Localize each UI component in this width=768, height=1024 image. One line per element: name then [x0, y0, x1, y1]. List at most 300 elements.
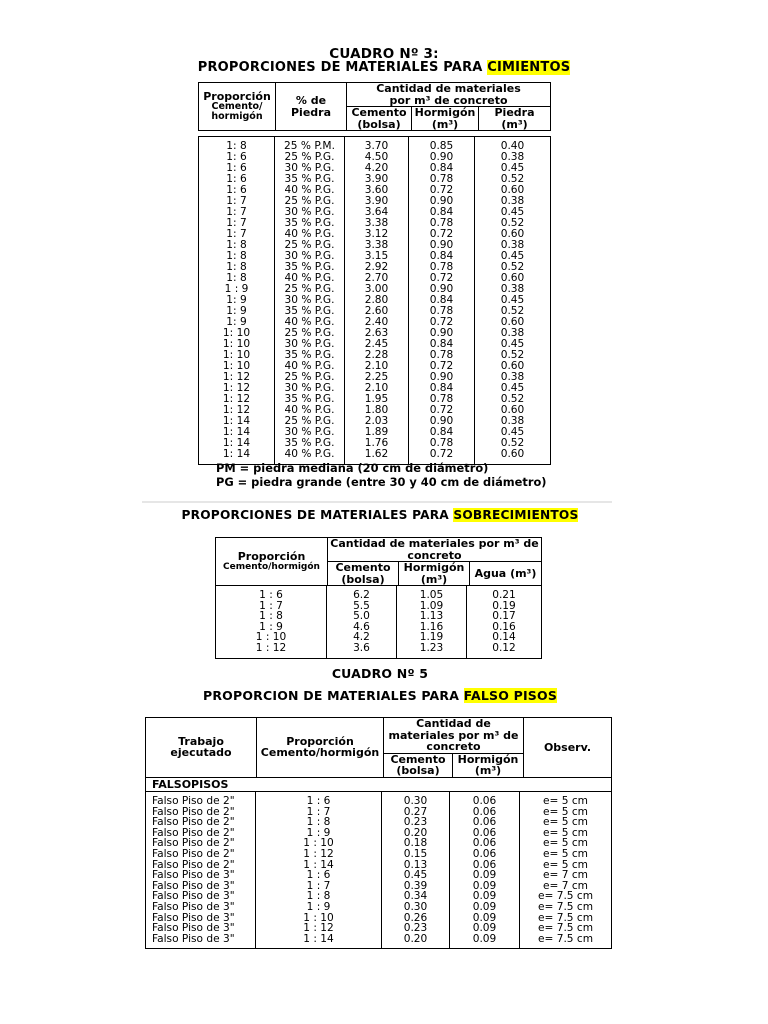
cuadro5-cell-trabajo: Falso Piso de 2" — [152, 837, 235, 850]
cuadro5-pad-cell — [450, 944, 520, 949]
cuadro5-title: CUADRO Nº 5 — [331, 666, 429, 681]
cuadro3-cell-hormigon: 0.72 — [409, 361, 475, 372]
cuadro5-cell-cemento: 0.27 — [382, 807, 450, 818]
cuadro3-cell-hormigon: 0.78 — [409, 438, 475, 449]
cuadro3-cell-piedra-pct: 40 % P.G. — [275, 229, 345, 240]
table-row — [199, 449, 551, 460]
cuadro3-cell-piedra-pct: 25 % P.G. — [275, 416, 345, 427]
cuadro3-cell-piedra: 0.38 — [475, 196, 551, 207]
cuadro3-cell-hormigon: 0.72 — [409, 449, 475, 460]
cuadro3-cell-piedra: 0.60 — [475, 449, 551, 460]
cuadro3-cell-proporcion: 1: 12 — [222, 371, 251, 384]
sobrecimientos-cell-proporcion: 1 : 9 — [259, 620, 283, 633]
cuadro3-cell-piedra-pct: 40 % P.G. — [275, 449, 345, 460]
sobrecimientos-cell-proporcion: 1 : 12 — [255, 641, 287, 654]
cuadro5-cell-observ: e= 5 cm — [520, 838, 612, 849]
cuadro3-cell-cemento: 3.12 — [345, 229, 409, 240]
sobrecimientos-cell-cemento: 4.6 — [327, 622, 397, 633]
cuadro3-cell-cemento: 2.70 — [345, 273, 409, 284]
cuadro5-cell-hormigon: 0.09 — [450, 891, 520, 902]
cuadro5-cell-observ: e= 7.5 cm — [520, 913, 612, 924]
cuadro3-cell-piedra-pct: 40 % P.G. — [275, 185, 345, 196]
cuadro3-cell-piedra: 0.40 — [475, 141, 551, 152]
cuadro3-cell-cemento: 2.40 — [345, 317, 409, 328]
cuadro5-cell-trabajo: Falso Piso de 3" — [152, 869, 235, 882]
cuadro5-cell-observ: e= 7.5 cm — [520, 934, 612, 945]
cuadro3-cell-piedra: 0.38 — [475, 284, 551, 295]
cuadro3-cell-piedra-pct: 30 % P.G. — [275, 251, 345, 262]
cuadro3-cell-proporcion: 1: 14 — [222, 448, 251, 461]
cuadro3-cell-hormigon: 0.84 — [409, 427, 475, 438]
cuadro3-cell-hormigon: 0.90 — [409, 328, 475, 339]
sobrecimientos-header-proporcion — [216, 538, 328, 586]
cuadro5-cell-hormigon: 0.06 — [450, 849, 520, 860]
sobrecimientos-cell-hormigon: 1.16 — [397, 622, 467, 633]
cuadro3-cell-proporcion: 1: 6 — [226, 162, 247, 175]
cuadro3-cell-cemento: 4.20 — [345, 163, 409, 174]
cuadro5-cell-proporcion: 1 : 10 — [256, 913, 382, 924]
cuadro3-cell-cemento: 2.80 — [345, 295, 409, 306]
cuadro3-cell-hormigon: 0.78 — [409, 262, 475, 273]
cuadro5-cell-trabajo: Falso Piso de 3" — [152, 932, 235, 945]
cuadro3-title: CUADRO Nº 3: — [329, 46, 439, 62]
cuadro5-cell-proporcion: 1 : 8 — [256, 891, 382, 902]
cuadro3-cell-piedra-pct: 35 % P.G. — [275, 262, 345, 273]
sobrecimientos-header-cemento: Cemento (bolsa) — [328, 562, 399, 586]
cuadro3-cell-hormigon: 0.78 — [409, 394, 475, 405]
cuadro3-cell-cemento: 2.03 — [345, 416, 409, 427]
cuadro3-cell-piedra-pct: 40 % P.G. — [275, 405, 345, 416]
cuadro3-cell-piedra: 0.52 — [475, 438, 551, 449]
cuadro5-cell-proporcion: 1 : 8 — [256, 817, 382, 828]
cuadro3-cell-hormigon: 0.72 — [409, 273, 475, 284]
sobrecimientos-cell-cemento: 6.2 — [327, 590, 397, 601]
cuadro5-cell-cemento: 0.18 — [382, 838, 450, 849]
cuadro3-cell-proporcion: 1: 12 — [222, 404, 251, 417]
cuadro3-cell-hormigon: 0.84 — [409, 207, 475, 218]
cuadro5-cell-trabajo: Falso Piso de 3" — [152, 911, 235, 924]
cuadro3-cell-piedra-pct: 40 % P.G. — [275, 273, 345, 284]
cuadro5-cell-cemento: 0.26 — [382, 913, 450, 924]
sobrecimientos-pad-cell — [467, 654, 542, 659]
cuadro5-cell-hormigon: 0.06 — [450, 828, 520, 839]
cuadro5-section-row — [146, 778, 612, 792]
sobrecimientos-cell-hormigon: 1.19 — [397, 632, 467, 643]
cuadro3-cell-piedra-pct: 25 % P.G. — [275, 284, 345, 295]
cuadro3-cell-piedra-pct: 25 % P.G. — [275, 240, 345, 251]
cuadro5-cell-hormigon: 0.09 — [450, 902, 520, 913]
sobrecimientos-cell-cemento: 5.5 — [327, 601, 397, 612]
cuadro3-cell-piedra: 0.60 — [475, 273, 551, 284]
cuadro3-cell-proporcion: 1: 8 — [226, 250, 247, 263]
cuadro3-cell-piedra: 0.60 — [475, 229, 551, 240]
cuadro3-cell-piedra-pct: 30 % P.G. — [275, 207, 345, 218]
cuadro5-cell-hormigon: 0.09 — [450, 881, 520, 892]
cuadro3-cell-cemento: 3.00 — [345, 284, 409, 295]
cuadro5-header — [145, 717, 612, 778]
cuadro5-header-hormigon: Hormigón (m³) — [453, 753, 524, 777]
cuadro3-cell-hormigon: 0.90 — [409, 416, 475, 427]
cuadro3-cell-proporcion: 1: 7 — [226, 228, 247, 241]
cuadro3-cell-piedra-pct: 30 % P.G. — [275, 295, 345, 306]
cuadro5-cell-trabajo: Falso Piso de 2" — [152, 816, 235, 829]
cuadro3-cell-piedra: 0.45 — [475, 339, 551, 350]
cuadro3-cell-piedra-pct: 25 % P.G. — [275, 152, 345, 163]
cuadro5-cell-observ: e= 7.5 cm — [520, 902, 612, 913]
cuadro3-cell-hormigon: 0.84 — [409, 295, 475, 306]
cuadro3-header-proporcion — [199, 83, 276, 131]
cuadro5-cell-proporcion: 1 : 7 — [256, 881, 382, 892]
sobrecimientos-header-agua: Agua (m³) — [470, 562, 542, 586]
cuadro3-cell-hormigon: 0.85 — [409, 141, 475, 152]
cuadro5-cell-observ: e= 5 cm — [520, 849, 612, 860]
cuadro3-subtitle — [0, 60, 768, 75]
cuadro5-header-proporcion: Proporción Cemento/hormigón — [257, 718, 384, 778]
cuadro3-legend — [216, 461, 546, 489]
cuadro3-cell-hormigon: 0.78 — [409, 306, 475, 317]
cuadro5-cell-hormigon: 0.06 — [450, 838, 520, 849]
sobrecimientos-cell-proporcion: 1 : 8 — [259, 610, 283, 623]
cuadro3-cell-piedra-pct: 40 % P.G. — [275, 317, 345, 328]
cuadro5-cell-trabajo: Falso Piso de 3" — [152, 890, 235, 903]
cuadro5-cell-observ: e= 7 cm — [520, 881, 612, 892]
cuadro3-cell-proporcion: 1: 10 — [222, 349, 251, 362]
cuadro3-cell-cemento: 3.38 — [345, 240, 409, 251]
cuadro5-cell-proporcion: 1 : 12 — [256, 923, 382, 934]
cuadro3-cell-cemento: 4.50 — [345, 152, 409, 163]
cuadro3-cell-cemento: 2.28 — [345, 350, 409, 361]
cuadro3-cell-proporcion: 1: 12 — [222, 382, 251, 395]
table-row — [216, 643, 542, 654]
cuadro3-cell-hormigon: 0.72 — [409, 405, 475, 416]
cuadro3-cell-proporcion: 1: 10 — [222, 327, 251, 340]
cuadro5-pad-cell — [256, 944, 382, 949]
cuadro3-cell-cemento: 3.15 — [345, 251, 409, 262]
cuadro5-cell-observ: e= 5 cm — [520, 817, 612, 828]
cuadro3-cell-proporcion: 1: 6 — [226, 173, 247, 186]
sobrecimientos-title-highlight: SOBRECIMIENTOS — [453, 508, 579, 522]
table-row — [146, 934, 612, 945]
cuadro5-cell-cemento: 0.30 — [382, 902, 450, 913]
cuadro3-cell-hormigon: 0.78 — [409, 174, 475, 185]
cuadro5-cell-cemento: 0.23 — [382, 923, 450, 934]
cuadro3-cell-cemento: 3.70 — [345, 141, 409, 152]
cuadro3-cell-piedra: 0.52 — [475, 262, 551, 273]
cuadro5-cell-trabajo: Falso Piso de 3" — [152, 879, 235, 892]
cuadro5-cell-observ: e= 7 cm — [520, 870, 612, 881]
cuadro5-cell-observ: e= 5 cm — [520, 807, 612, 818]
cuadro5-cell-trabajo: Falso Piso de 2" — [152, 805, 235, 818]
cuadro3-cell-piedra-pct: 30 % P.G. — [275, 163, 345, 174]
cuadro3-cell-cemento: 2.92 — [345, 262, 409, 273]
sobrecimientos-pad-cell — [327, 654, 397, 659]
cuadro5-cell-proporcion: 1 : 6 — [256, 796, 382, 807]
sobrecimientos-cell-hormigon: 1.13 — [397, 611, 467, 622]
cuadro3-cell-cemento: 1.80 — [345, 405, 409, 416]
cuadro3-header — [198, 82, 551, 131]
cuadro5-cell-proporcion: 1 : 6 — [256, 870, 382, 881]
cuadro3-cell-piedra: 0.60 — [475, 185, 551, 196]
cuadro3-cell-cemento: 1.62 — [345, 449, 409, 460]
cuadro3-cell-hormigon: 0.84 — [409, 339, 475, 350]
cuadro3-cell-piedra-pct: 35 % P.G. — [275, 350, 345, 361]
cuadro5-cell-proporcion: 1 : 7 — [256, 807, 382, 818]
cuadro3-cell-proporcion: 1: 14 — [222, 426, 251, 439]
cuadro3-cell-proporcion: 1: 14 — [222, 415, 251, 428]
cuadro5-cell-cemento: 0.20 — [382, 828, 450, 839]
cuadro5-cell-observ: e= 7.5 cm — [520, 891, 612, 902]
sobrecimientos-cell-agua: 0.14 — [467, 632, 542, 643]
cuadro3-cell-piedra: 0.52 — [475, 394, 551, 405]
cuadro3-cell-piedra: 0.38 — [475, 328, 551, 339]
cuadro5-subtitle — [0, 688, 764, 703]
cuadro5-table — [145, 777, 612, 949]
cuadro3-cell-hormigon: 0.78 — [409, 218, 475, 229]
cuadro3-cell-piedra: 0.52 — [475, 218, 551, 229]
sobrecimientos-cell-agua: 0.12 — [467, 643, 542, 654]
cuadro5-subtitle-highlight: FALSO PISOS — [463, 688, 558, 703]
sobrecimientos-pad-cell — [397, 654, 467, 659]
sobrecimientos-cell-hormigon: 1.23 — [397, 643, 467, 654]
cuadro3-cell-proporcion: 1: 10 — [222, 360, 251, 373]
cuadro5-cell-cemento: 0.23 — [382, 817, 450, 828]
cuadro5-cell-trabajo: Falso Piso de 2" — [152, 847, 235, 860]
cuadro3-cell-piedra: 0.45 — [475, 383, 551, 394]
cuadro3-table — [198, 136, 551, 465]
cuadro3-header-cantidad: Cantidad de materiales por m³ de concreto — [347, 83, 551, 107]
cuadro5-header-trabajo: Trabajo ejecutado — [146, 718, 257, 778]
cuadro3-cell-piedra: 0.52 — [475, 350, 551, 361]
cuadro3-cell-piedra-pct: 25 % P.M. — [275, 141, 345, 152]
sobrecimientos-header-proporcion-label: Proporción — [237, 550, 306, 564]
cuadro3-cell-piedra-pct: 35 % P.G. — [275, 218, 345, 229]
cuadro5-cell-trabajo: Falso Piso de 3" — [152, 900, 235, 913]
sobrecimientos-cell-agua: 0.21 — [467, 590, 542, 601]
cuadro3-header-hormigon: Hormigón (m³) — [412, 107, 479, 131]
cuadro3-cell-piedra: 0.52 — [475, 306, 551, 317]
cuadro5-header-cantidad: Cantidad de materiales por m³ de concreto — [384, 718, 524, 754]
cuadro5-cell-trabajo: Falso Piso de 2" — [152, 795, 235, 807]
cuadro5-cell-trabajo: Falso Piso de 3" — [152, 922, 235, 935]
cuadro3-cell-piedra: 0.38 — [475, 372, 551, 383]
sobrecimientos-cell-proporcion: 1 : 6 — [259, 589, 283, 601]
cuadro3-cell-cemento: 3.90 — [345, 196, 409, 207]
cuadro5-cell-observ: e= 5 cm — [520, 860, 612, 871]
cuadro3-header-cemento: Cemento (bolsa) — [347, 107, 412, 131]
cuadro3-cell-piedra-pct: 35 % P.G. — [275, 174, 345, 185]
cuadro5-cell-proporcion: 1 : 14 — [256, 934, 382, 945]
sobrecimientos-cell-proporcion: 1 : 10 — [255, 631, 287, 644]
cuadro3-cell-cemento: 1.76 — [345, 438, 409, 449]
cuadro3-cell-cemento: 2.45 — [345, 339, 409, 350]
cuadro5-cell-hormigon: 0.06 — [450, 807, 520, 818]
cuadro5-cell-proporcion: 1 : 9 — [256, 828, 382, 839]
sobrecimientos-title-prefix: PROPORCIONES DE MATERIALES PARA — [181, 508, 454, 522]
cuadro3-cell-piedra-pct: 35 % P.G. — [275, 306, 345, 317]
cuadro5-cell-observ: e= 5 cm — [520, 796, 612, 807]
sobrecimientos-cell-hormigon: 1.09 — [397, 601, 467, 612]
cuadro3-cell-hormigon: 0.84 — [409, 383, 475, 394]
cuadro3-cell-proporcion: 1: 8 — [226, 239, 247, 252]
cuadro3-cell-proporcion: 1: 7 — [226, 206, 247, 219]
cuadro3-header-piedra-pct: % de Piedra — [276, 83, 347, 131]
legend-pm: PM = piedra mediana (20 cm de diámetro) — [216, 461, 489, 475]
cuadro3-cell-hormigon: 0.78 — [409, 350, 475, 361]
cuadro5-cell-observ: e= 7.5 cm — [520, 923, 612, 934]
sobrecimientos-title — [0, 508, 764, 522]
section-divider — [142, 501, 612, 503]
sobrecimientos-pad-bottom — [216, 654, 542, 659]
cuadro5-cell-cemento: 0.15 — [382, 849, 450, 860]
cuadro5-cell-cemento: 0.30 — [382, 796, 450, 807]
cuadro3-subtitle-prefix: PROPORCIONES DE MATERIALES PARA — [197, 60, 488, 75]
cuadro3-cell-hormigon: 0.72 — [409, 229, 475, 240]
cuadro3-cell-piedra-pct: 30 % P.G. — [275, 339, 345, 350]
cuadro3-cell-proporcion: 1: 6 — [226, 151, 247, 164]
cuadro3-cell-hormigon: 0.90 — [409, 372, 475, 383]
sobrecimientos-header — [215, 537, 542, 586]
cuadro3-cell-piedra: 0.38 — [475, 152, 551, 163]
cuadro3-cell-hormigon: 0.72 — [409, 317, 475, 328]
cuadro5-pad-cell — [382, 944, 450, 949]
cuadro3-cell-piedra: 0.38 — [475, 240, 551, 251]
legend-pg: PG = piedra grande (entre 30 y 40 cm de diámetro) — [216, 475, 547, 489]
cuadro5-cell-proporcion: 1 : 10 — [256, 838, 382, 849]
cuadro3-subtitle-highlight: CIMIENTOS — [487, 60, 571, 75]
cuadro3-cell-hormigon: 0.84 — [409, 251, 475, 262]
sobrecimientos-header-cantidad: Cantidad de materiales por m³ de concreto — [328, 538, 542, 562]
cuadro5-header-cemento: Cemento (bolsa) — [384, 753, 453, 777]
cuadro3-cell-proporcion: 1 : 9 — [224, 283, 249, 296]
cuadro3-cell-hormigon: 0.84 — [409, 163, 475, 174]
sobrecimientos-cell-proporcion: 1 : 7 — [259, 599, 283, 612]
cuadro3-cell-piedra-pct: 30 % P.G. — [275, 383, 345, 394]
cuadro3-cell-cemento: 1.89 — [345, 427, 409, 438]
cuadro3-header-proporcion-label: Proporción — [203, 89, 271, 103]
sobrecimientos-cell-agua: 0.16 — [467, 622, 542, 633]
cuadro3-cell-piedra: 0.45 — [475, 207, 551, 218]
cuadro5-cell-cemento: 0.45 — [382, 870, 450, 881]
sobrecimientos-header-proporcion-sub: Cemento/hormigón — [223, 561, 320, 572]
cuadro3-cell-hormigon: 0.90 — [409, 196, 475, 207]
cuadro3-cell-piedra-pct: 25 % P.G. — [275, 328, 345, 339]
cuadro3-cell-piedra: 0.60 — [475, 317, 551, 328]
cuadro5-cell-cemento: 0.13 — [382, 860, 450, 871]
cuadro3-cell-piedra-pct: 35 % P.G. — [275, 394, 345, 405]
cuadro3-cell-cemento: 3.64 — [345, 207, 409, 218]
cuadro3-cell-cemento: 3.38 — [345, 218, 409, 229]
cuadro3-cell-piedra: 0.45 — [475, 427, 551, 438]
cuadro5-cell-cemento: 0.39 — [382, 881, 450, 892]
cuadro3-cell-proporcion: 1: 9 — [226, 294, 247, 307]
cuadro3-cell-hormigon: 0.72 — [409, 185, 475, 196]
cuadro5-cell-observ: e= 5 cm — [520, 828, 612, 839]
cuadro3-cell-piedra: 0.45 — [475, 295, 551, 306]
sobrecimientos-cell-agua: 0.19 — [467, 601, 542, 612]
cuadro5-cell-hormigon: 0.09 — [450, 934, 520, 945]
cuadro3-cell-proporcion: 1: 14 — [222, 437, 251, 450]
sobrecimientos-cell-hormigon: 1.05 — [397, 590, 467, 601]
cuadro5-pad-cell — [520, 944, 612, 949]
sobrecimientos-table — [215, 585, 542, 659]
cuadro5-cell-hormigon: 0.09 — [450, 913, 520, 924]
cuadro5-subtitle-prefix: PROPORCION DE MATERIALES PARA — [202, 688, 464, 703]
cuadro3-cell-cemento: 2.63 — [345, 328, 409, 339]
cuadro3-cell-proporcion: 1: 6 — [226, 184, 247, 197]
cuadro3-cell-piedra: 0.38 — [475, 416, 551, 427]
cuadro3-cell-piedra: 0.45 — [475, 251, 551, 262]
table-row — [146, 902, 612, 913]
cuadro3-cell-proporcion: 1: 9 — [226, 305, 247, 318]
cuadro5-cell-proporcion: 1 : 9 — [256, 902, 382, 913]
cuadro3-cell-proporcion: 1: 7 — [226, 217, 247, 230]
cuadro3-cell-cemento: 2.25 — [345, 372, 409, 383]
cuadro3-cell-proporcion: 1: 7 — [226, 195, 247, 208]
cuadro3-cell-proporcion: 1: 10 — [222, 338, 251, 351]
table-row — [216, 590, 542, 601]
cuadro3-cell-piedra-pct: 25 % P.G. — [275, 196, 345, 207]
cuadro3-cell-piedra: 0.52 — [475, 174, 551, 185]
cuadro3-cell-piedra: 0.60 — [475, 361, 551, 372]
cuadro5-cell-proporcion: 1 : 12 — [256, 849, 382, 860]
cuadro5-section-label: FALSOPISOS — [146, 778, 612, 792]
cuadro3-cell-hormigon: 0.90 — [409, 152, 475, 163]
sobrecimientos-cell-cemento: 3.6 — [327, 643, 397, 654]
cuadro5-cell-cemento: 0.34 — [382, 891, 450, 902]
cuadro5-cell-hormigon: 0.09 — [450, 923, 520, 934]
cuadro5-cell-hormigon: 0.06 — [450, 817, 520, 828]
cuadro5-cell-hormigon: 0.06 — [450, 796, 520, 807]
cuadro3-header-piedra: Piedra (m³) — [479, 107, 551, 131]
cuadro3-cell-proporcion: 1: 8 — [226, 140, 247, 153]
cuadro3-cell-hormigon: 0.90 — [409, 240, 475, 251]
cuadro5-cell-trabajo: Falso Piso de 2" — [152, 826, 235, 839]
cuadro3-cell-piedra-pct: 25 % P.G. — [275, 372, 345, 383]
cuadro3-cell-proporcion: 1: 8 — [226, 261, 247, 274]
cuadro3-cell-proporcion: 1: 8 — [226, 272, 247, 285]
cuadro3-cell-piedra: 0.45 — [475, 163, 551, 174]
cuadro5-cell-trabajo: Falso Piso de 2" — [152, 858, 235, 871]
cuadro3-cell-proporcion: 1: 12 — [222, 393, 251, 406]
sobrecimientos-cell-cemento: 4.2 — [327, 632, 397, 643]
cuadro3-cell-cemento: 3.90 — [345, 174, 409, 185]
cuadro5-header-observ: Observ. — [524, 718, 612, 778]
cuadro3-cell-hormigon: 0.90 — [409, 284, 475, 295]
cuadro5-cell-proporcion: 1 : 14 — [256, 860, 382, 871]
cuadro3-cell-cemento: 2.60 — [345, 306, 409, 317]
sobrecimientos-cell-agua: 0.17 — [467, 611, 542, 622]
sobrecimientos-header-hormigon: Hormigón (m³) — [399, 562, 470, 586]
cuadro3-cell-cemento: 2.10 — [345, 361, 409, 372]
cuadro5-cell-cemento: 0.20 — [382, 934, 450, 945]
cuadro5-pad-bottom — [146, 944, 612, 949]
table-row — [146, 849, 612, 860]
sobrecimientos-pad-cell — [216, 654, 327, 659]
cuadro3-cell-piedra-pct: 35 % P.G. — [275, 438, 345, 449]
cuadro3-header-proporcion-sub: Cemento/ hormigón — [211, 101, 263, 123]
cuadro3-cell-cemento: 1.95 — [345, 394, 409, 405]
cuadro3-cell-cemento: 2.10 — [345, 383, 409, 394]
table-row — [146, 796, 612, 807]
cuadro5-cell-hormigon: 0.06 — [450, 860, 520, 871]
cuadro5-pad-cell — [146, 944, 256, 949]
sobrecimientos-cell-cemento: 5.0 — [327, 611, 397, 622]
cuadro3-cell-piedra-pct: 30 % P.G. — [275, 427, 345, 438]
cuadro5-cell-hormigon: 0.09 — [450, 870, 520, 881]
cuadro3-cell-piedra: 0.60 — [475, 405, 551, 416]
cuadro3-cell-cemento: 3.60 — [345, 185, 409, 196]
cuadro3-cell-proporcion: 1: 9 — [226, 316, 247, 329]
